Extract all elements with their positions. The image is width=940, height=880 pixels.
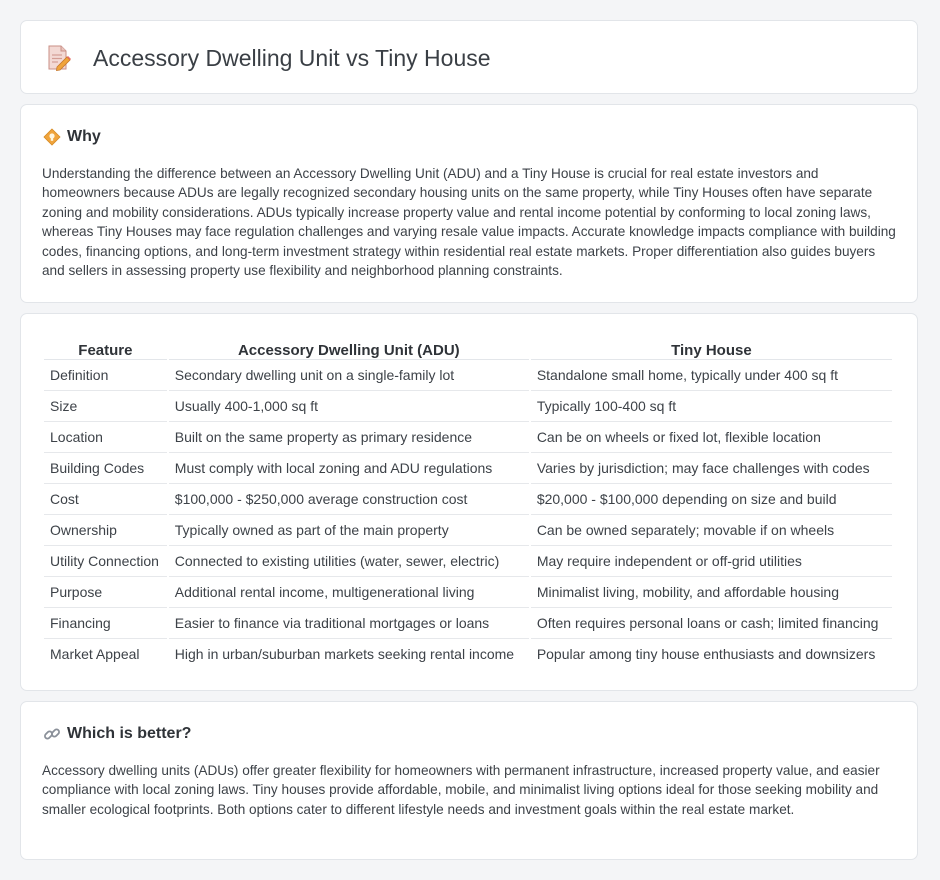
adu-cell: Usually 400-1,000 sq ft — [169, 391, 529, 422]
adu-cell: Easier to finance via traditional mortgages or loans — [169, 608, 529, 639]
adu-cell: $100,000 - $250,000 average construction cost — [169, 484, 529, 515]
link-icon — [43, 725, 61, 743]
header-feature: Feature — [44, 335, 167, 360]
table-row — [44, 546, 892, 577]
feature-cell: Ownership — [44, 515, 167, 546]
feature-cell: Financing — [44, 608, 167, 639]
tiny-house-cell: May require independent or off-grid utilities — [531, 546, 892, 577]
table-row — [44, 360, 892, 391]
why-paragraph: Understanding the difference between an Accessory Dwelling Unit (ADU) and a Tiny House is crucial for real estate investors and homeowners because ADUs are legally recognized secondary housing units on the same property, while Tiny Houses often have separate zoning and mobility considerations. ADUs typically increase property value and rental income potential by conforming to local zoning laws, whereas Tiny Houses may face regulation challenges and varying resale value impacts. Accurate knowledge impacts compliance with building codes, financing options, and long-term investment strategy within residential real estate markets. Proper differentiation also guides buyers and sellers in assessing property use flexibility and neighborhood planning constraints. — [42, 166, 896, 279]
feature-cell: Purpose — [44, 577, 167, 608]
table-row — [44, 515, 892, 546]
why-card — [20, 104, 918, 303]
better-paragraph: Accessory dwelling units (ADUs) offer greater flexibility for homeowners with permanent infrastructure, increased property value, and easier compliance with local zoning laws. Tiny houses provide affordable, mobile, and minimalist living options ideal for those seeking mobility and smaller ecological footprints. Both options cater to different lifestyle needs and investment goals within the real estate market. — [42, 763, 880, 817]
adu-cell: Secondary dwelling unit on a single-family lot — [169, 360, 529, 391]
which-is-better-card — [20, 701, 918, 860]
better-heading-row — [43, 724, 191, 744]
tiny-house-cell: Popular among tiny house enthusiasts and downsizers — [536, 646, 876, 662]
tiny-house-cell: Typically 100-400 sq ft — [531, 391, 892, 422]
table-row — [44, 484, 892, 515]
tiny-house-cell: Can be on wheels or fixed lot, flexible location — [531, 422, 892, 453]
table-row — [44, 608, 892, 639]
title-card — [20, 20, 918, 94]
tiny-house-cell: $20,000 - $100,000 depending on size and build — [531, 484, 892, 515]
better-heading: Which is better? — [67, 725, 192, 742]
adu-cell: Additional rental income, multigenerational living — [169, 577, 529, 608]
header-adu: Accessory Dwelling Unit (ADU) — [169, 335, 529, 360]
comparison-table — [42, 335, 894, 669]
tiny-house-cell: Can be owned separately; movable if on wheels — [531, 515, 892, 546]
feature-cell: Market Appeal — [50, 646, 140, 662]
comparison-card — [20, 313, 918, 691]
feature-cell: Building Codes — [44, 453, 167, 484]
tiny-house-cell: Often requires personal loans or cash; limited financing — [531, 608, 892, 639]
table-row — [44, 391, 892, 422]
feature-cell: Size — [44, 391, 167, 422]
feature-cell: Cost — [44, 484, 167, 515]
adu-cell: Must comply with local zoning and ADU regulations — [169, 453, 529, 484]
tiny-house-cell: Standalone small home, typically under 400 sq ft — [531, 360, 892, 391]
lightbulb-diamond-icon — [43, 128, 61, 146]
adu-cell: Connected to existing utilities (water, sewer, electric) — [169, 546, 529, 577]
table-row — [44, 639, 892, 669]
tiny-house-cell: Minimalist living, mobility, and affordable housing — [531, 577, 892, 608]
why-heading-row — [43, 127, 101, 147]
table-row — [44, 577, 892, 608]
adu-cell: Built on the same property as primary residence — [169, 422, 529, 453]
adu-cell: Typically owned as part of the main property — [169, 515, 529, 546]
header-tiny-house: Tiny House — [531, 335, 892, 360]
feature-cell: Location — [44, 422, 167, 453]
why-heading: Why — [67, 128, 101, 145]
table-header-row — [44, 335, 892, 360]
feature-cell: Definition — [44, 360, 167, 391]
page-title: Accessory Dwelling Unit vs Tiny House — [93, 45, 491, 71]
tiny-house-cell: Varies by jurisdiction; may face challenges with codes — [531, 453, 892, 484]
table-row — [44, 422, 892, 453]
title-row — [45, 43, 491, 73]
feature-cell: Utility Connection — [44, 546, 167, 577]
document-pencil-icon — [45, 44, 71, 72]
adu-cell: High in urban/suburban markets seeking rental income — [174, 646, 515, 662]
table-row — [44, 453, 892, 484]
